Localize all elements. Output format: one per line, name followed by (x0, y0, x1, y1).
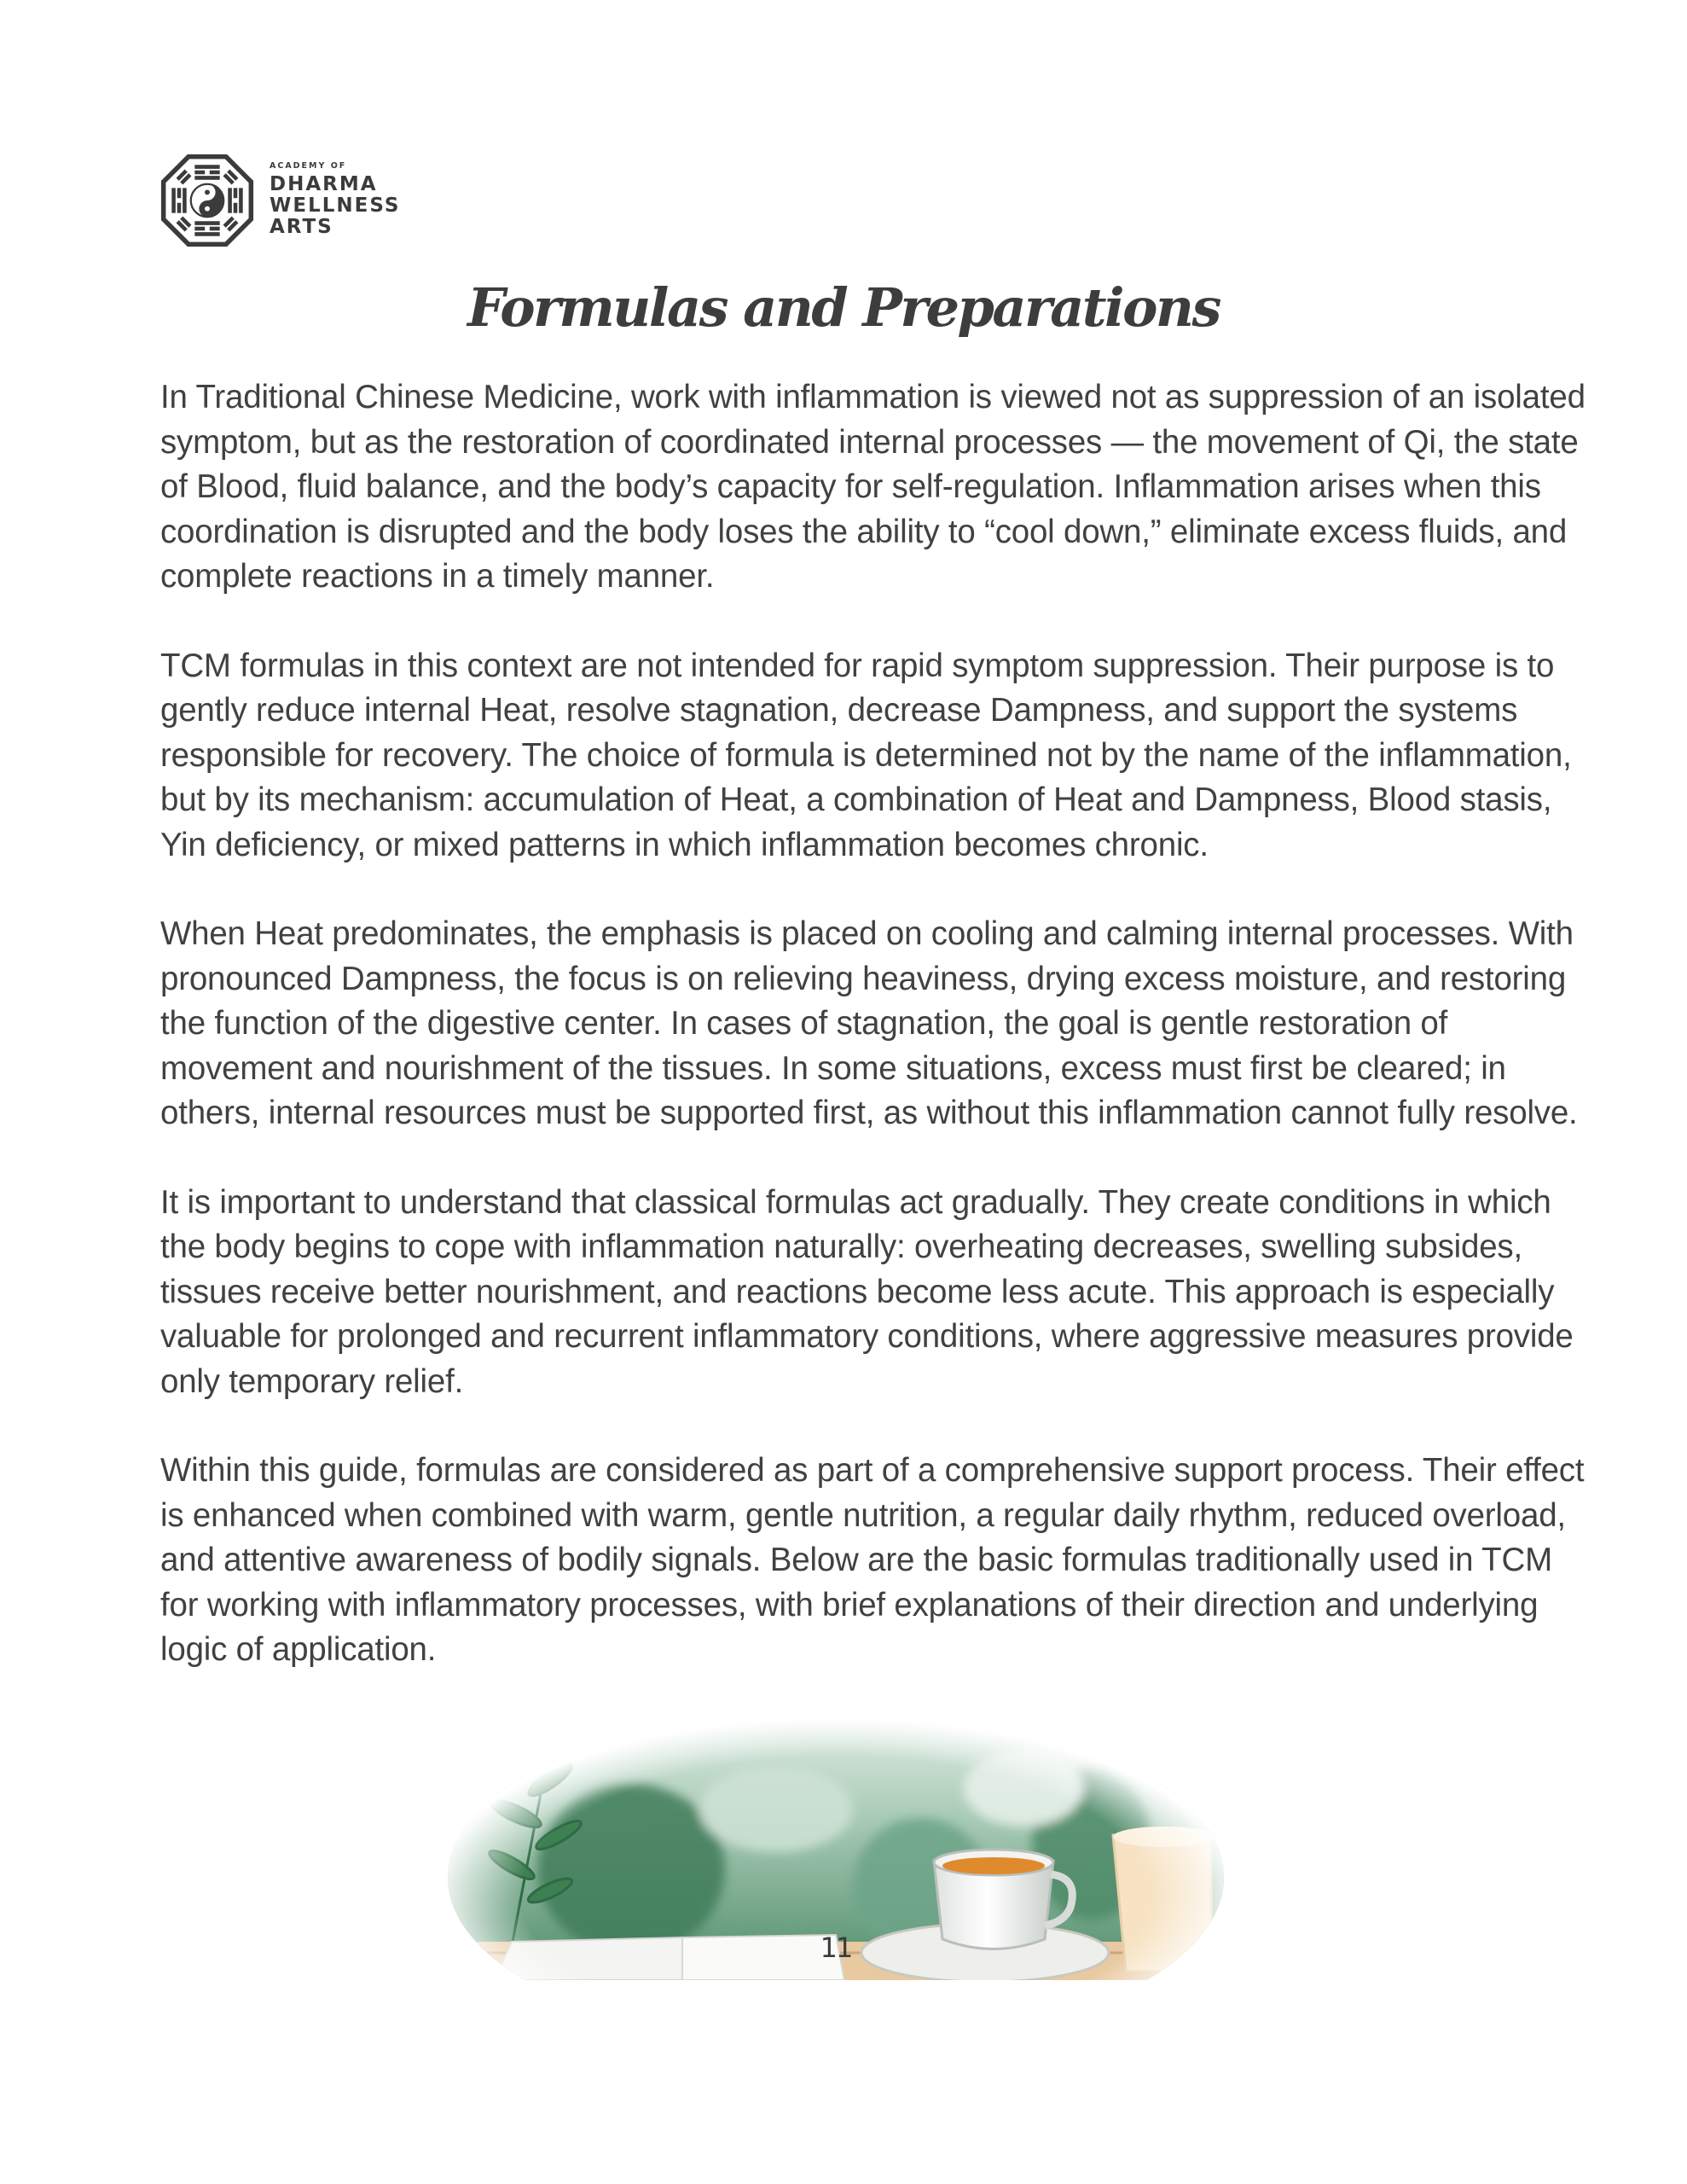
paragraph-formulas-purpose: TCM formulas in this context are not intended for rapid symptom suppression. Their purpose is to gently reduce internal Heat, resolve stagnation, decrease Dampness, and support the systems responsible for recovery. The choice of formula is determined not by the name of the inflammation, but by its mechanism: accumulation of Heat, a combination of Heat and Dampness, Blood stasis, Yin deficiency, or mixed patterns in which inflammation becomes chronic. (160, 647, 1572, 863)
paragraph-intro: In Traditional Chinese Medicine, work with inflammation is viewed not as suppression of an isolated symptom, but as the restoration of coordinated internal processes — the movement of Qi, the state of Blood, fluid balance, and the body’s capacity for self-regulation. Inflammation arises when this coordination is disrupted and the body loses the ability to “cool down,” eliminate excess fluids, and complete reactions in a timely manner. (160, 379, 1586, 595)
logo-line-dharma: DHARMA (270, 173, 378, 196)
paragraph-patterns: When Heat predominates, the emphasis is placed on cooling and calming internal processes. With pronounced Dampness, the focus is on relieving heaviness, drying excess moisture, and restoring the function of the digestive center. In cases of stagnation, the goal is gentle restoration of movement and nourishment of the tissues. In some situations, excess must first be cleared; in others, internal resources must be supported first, as without this inflammation cannot fully resolve. (160, 915, 1578, 1131)
paragraph-gradual-action: It is important to understand that classical formulas act gradually. They create conditions in which the body begins to cope with inflammation naturally: overheating decreases, swelling subsides, tissues receive better nourishment, and reactions become less acute. This approach is especially valuable for prolonged and recurrent inflammatory conditions, where aggressive measures provide only temporary relief. (160, 1183, 1574, 1400)
paragraph-guide-context: Within this guide, formulas are considered as part of a comprehensive support process. Their effect is enhanced when combined with warm, gentle nutrition, a regular daily rhythm, reduced overload, and attentive awareness of bodily signals. Below are the basic formulas traditionally used in TCM for working with inflammatory processes, with brief explanations of their direction and underlying logic of application. (160, 1452, 1585, 1668)
body-text (160, 375, 1593, 1673)
logo-line-wellness: WELLNESS (270, 195, 401, 218)
academy-logo (160, 150, 1687, 251)
page-number: 11 (820, 1931, 852, 1964)
page-title: Formulas and Preparations (467, 276, 1220, 339)
logo-line-academy: ACADEMY OF (270, 160, 347, 171)
logo-wordmark (270, 162, 400, 240)
bagua-yin-yang-icon (160, 154, 254, 247)
logo-line-arts: ARTS (270, 216, 333, 239)
tea-cup-illustration (443, 1707, 1228, 1980)
